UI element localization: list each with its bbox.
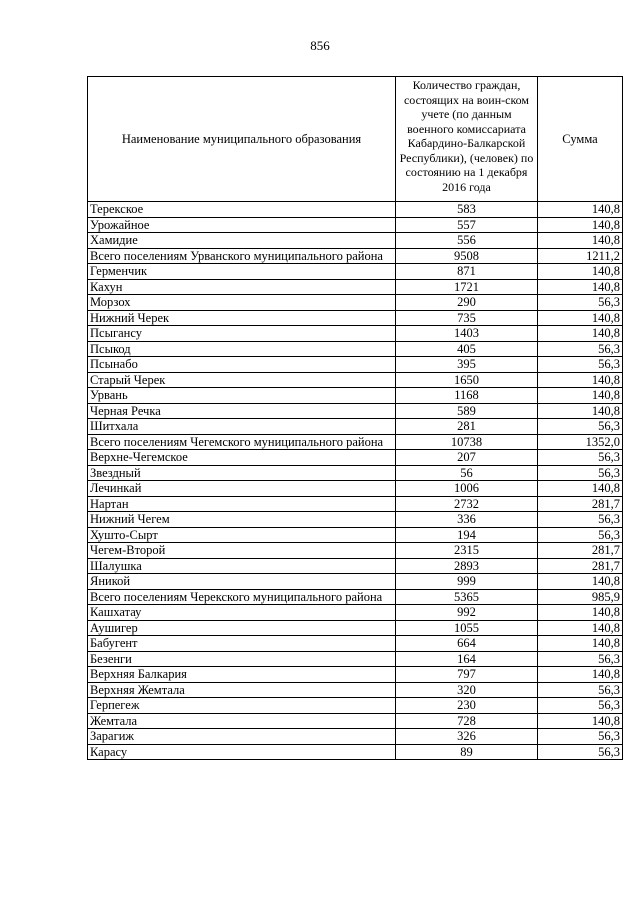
table-row bbox=[88, 713, 623, 729]
cell-name: Жемтала bbox=[88, 713, 396, 729]
cell-sum: 56,3 bbox=[538, 682, 623, 698]
cell-name: Шалушка bbox=[88, 558, 396, 574]
cell-sum: 56,3 bbox=[538, 295, 623, 311]
cell-sum: 140,8 bbox=[538, 217, 623, 233]
cell-name: Черная Речка bbox=[88, 403, 396, 419]
cell-count: 797 bbox=[396, 667, 538, 683]
cell-name: Хамидие bbox=[88, 233, 396, 249]
cell-name: Морзох bbox=[88, 295, 396, 311]
cell-name: Нартан bbox=[88, 496, 396, 512]
cell-sum: 56,3 bbox=[538, 651, 623, 667]
table-row bbox=[88, 496, 623, 512]
table-row bbox=[88, 450, 623, 466]
cell-sum: 140,8 bbox=[538, 667, 623, 683]
cell-name: Всего поселениям Урванского муниципального района bbox=[88, 248, 396, 264]
cell-count: 336 bbox=[396, 512, 538, 528]
cell-sum: 281,7 bbox=[538, 543, 623, 559]
cell-sum: 985,9 bbox=[538, 589, 623, 605]
cell-count: 56 bbox=[396, 465, 538, 481]
cell-name: Лечинкай bbox=[88, 481, 396, 497]
table-row bbox=[88, 233, 623, 249]
cell-sum: 140,8 bbox=[538, 233, 623, 249]
cell-sum: 140,8 bbox=[538, 620, 623, 636]
cell-name: Безенги bbox=[88, 651, 396, 667]
cell-sum: 56,3 bbox=[538, 698, 623, 714]
cell-name: Терекское bbox=[88, 202, 396, 218]
cell-name: Нижний Чегем bbox=[88, 512, 396, 528]
cell-count: 10738 bbox=[396, 434, 538, 450]
cell-sum: 56,3 bbox=[538, 465, 623, 481]
cell-count: 281 bbox=[396, 419, 538, 435]
cell-sum: 140,8 bbox=[538, 388, 623, 404]
cell-sum: 140,8 bbox=[538, 202, 623, 218]
cell-sum: 140,8 bbox=[538, 326, 623, 342]
cell-count: 2732 bbox=[396, 496, 538, 512]
cell-sum: 140,8 bbox=[538, 264, 623, 280]
cell-name: Чегем-Второй bbox=[88, 543, 396, 559]
cell-count: 2315 bbox=[396, 543, 538, 559]
cell-count: 320 bbox=[396, 682, 538, 698]
cell-count: 871 bbox=[396, 264, 538, 280]
table-row bbox=[88, 512, 623, 528]
cell-count: 589 bbox=[396, 403, 538, 419]
table-row bbox=[88, 419, 623, 435]
table-header-row bbox=[88, 77, 623, 202]
cell-sum: 1352,0 bbox=[538, 434, 623, 450]
cell-sum: 140,8 bbox=[538, 574, 623, 590]
table-row bbox=[88, 527, 623, 543]
header-name: Наименование муниципального образования bbox=[88, 77, 396, 202]
cell-name: Верхне-Чегемское bbox=[88, 450, 396, 466]
cell-name: Старый Черек bbox=[88, 372, 396, 388]
cell-name: Карасу bbox=[88, 744, 396, 760]
cell-name: Герменчик bbox=[88, 264, 396, 280]
table-row bbox=[88, 589, 623, 605]
cell-sum: 281,7 bbox=[538, 496, 623, 512]
cell-name: Кашхатау bbox=[88, 605, 396, 621]
cell-count: 1168 bbox=[396, 388, 538, 404]
table-row bbox=[88, 326, 623, 342]
table-row bbox=[88, 357, 623, 373]
cell-name: Яникой bbox=[88, 574, 396, 590]
cell-count: 999 bbox=[396, 574, 538, 590]
table-row bbox=[88, 248, 623, 264]
header-sum: Сумма bbox=[538, 77, 623, 202]
table-row bbox=[88, 744, 623, 760]
cell-sum: 140,8 bbox=[538, 713, 623, 729]
table-row bbox=[88, 372, 623, 388]
page-number: 856 bbox=[310, 38, 330, 53]
cell-name: Всего поселениям Черекского муниципального района bbox=[88, 589, 396, 605]
cell-name: Верхняя Балкария bbox=[88, 667, 396, 683]
cell-name: Верхняя Жемтала bbox=[88, 682, 396, 698]
cell-sum: 56,3 bbox=[538, 419, 623, 435]
table-row bbox=[88, 465, 623, 481]
cell-sum: 56,3 bbox=[538, 744, 623, 760]
cell-count: 664 bbox=[396, 636, 538, 652]
table-row bbox=[88, 698, 623, 714]
cell-count: 207 bbox=[396, 450, 538, 466]
cell-count: 164 bbox=[396, 651, 538, 667]
table-row bbox=[88, 295, 623, 311]
cell-count: 583 bbox=[396, 202, 538, 218]
table-row bbox=[88, 651, 623, 667]
cell-count: 728 bbox=[396, 713, 538, 729]
cell-name: Всего поселениям Чегемского муниципального района bbox=[88, 434, 396, 450]
cell-count: 556 bbox=[396, 233, 538, 249]
cell-count: 395 bbox=[396, 357, 538, 373]
table-row bbox=[88, 202, 623, 218]
cell-name: Хушто-Сырт bbox=[88, 527, 396, 543]
cell-count: 290 bbox=[396, 295, 538, 311]
table-row bbox=[88, 403, 623, 419]
cell-sum: 56,3 bbox=[538, 357, 623, 373]
cell-name: Бабугент bbox=[88, 636, 396, 652]
table-row bbox=[88, 620, 623, 636]
cell-count: 326 bbox=[396, 729, 538, 745]
cell-sum: 140,8 bbox=[538, 636, 623, 652]
cell-name: Зарагиж bbox=[88, 729, 396, 745]
table-row bbox=[88, 264, 623, 280]
table-row bbox=[88, 636, 623, 652]
cell-count: 2893 bbox=[396, 558, 538, 574]
cell-name: Аушигер bbox=[88, 620, 396, 636]
cell-sum: 140,8 bbox=[538, 279, 623, 295]
cell-sum: 56,3 bbox=[538, 512, 623, 528]
cell-count: 194 bbox=[396, 527, 538, 543]
cell-sum: 56,3 bbox=[538, 729, 623, 745]
cell-count: 5365 bbox=[396, 589, 538, 605]
cell-name: Нижний Черек bbox=[88, 310, 396, 326]
table-row bbox=[88, 558, 623, 574]
header-count: Количество граждан, состоящих на воин-ском учете (по данным военного комиссариата Кабардино-Балкарской Республики), (человек) по состоянию на 1 декабря 2016 года bbox=[396, 77, 538, 202]
cell-name: Урожайное bbox=[88, 217, 396, 233]
cell-sum: 140,8 bbox=[538, 481, 623, 497]
cell-sum: 1211,2 bbox=[538, 248, 623, 264]
table-row bbox=[88, 388, 623, 404]
cell-sum: 140,8 bbox=[538, 403, 623, 419]
table-row bbox=[88, 574, 623, 590]
cell-count: 735 bbox=[396, 310, 538, 326]
cell-name: Герпегеж bbox=[88, 698, 396, 714]
cell-name: Звездный bbox=[88, 465, 396, 481]
cell-name: Псыгансу bbox=[88, 326, 396, 342]
cell-sum: 140,8 bbox=[538, 605, 623, 621]
cell-sum: 140,8 bbox=[538, 372, 623, 388]
table-row bbox=[88, 667, 623, 683]
cell-sum: 56,3 bbox=[538, 450, 623, 466]
cell-sum: 56,3 bbox=[538, 341, 623, 357]
cell-name: Псынабо bbox=[88, 357, 396, 373]
cell-name: Кахун bbox=[88, 279, 396, 295]
table-row bbox=[88, 279, 623, 295]
table-row bbox=[88, 682, 623, 698]
table-row bbox=[88, 341, 623, 357]
cell-count: 1721 bbox=[396, 279, 538, 295]
cell-count: 9508 bbox=[396, 248, 538, 264]
cell-name: Урвань bbox=[88, 388, 396, 404]
table-row bbox=[88, 310, 623, 326]
cell-count: 89 bbox=[396, 744, 538, 760]
cell-count: 230 bbox=[396, 698, 538, 714]
cell-count: 1006 bbox=[396, 481, 538, 497]
cell-name: Псыкод bbox=[88, 341, 396, 357]
table-row bbox=[88, 729, 623, 745]
cell-count: 1055 bbox=[396, 620, 538, 636]
cell-count: 557 bbox=[396, 217, 538, 233]
municipality-table bbox=[87, 76, 623, 760]
cell-name: Шитхала bbox=[88, 419, 396, 435]
table-row bbox=[88, 434, 623, 450]
cell-sum: 140,8 bbox=[538, 310, 623, 326]
table-row bbox=[88, 217, 623, 233]
cell-count: 1403 bbox=[396, 326, 538, 342]
cell-sum: 56,3 bbox=[538, 527, 623, 543]
cell-count: 1650 bbox=[396, 372, 538, 388]
cell-count: 405 bbox=[396, 341, 538, 357]
cell-sum: 281,7 bbox=[538, 558, 623, 574]
table-row bbox=[88, 605, 623, 621]
table-row bbox=[88, 543, 623, 559]
table-row bbox=[88, 481, 623, 497]
cell-count: 992 bbox=[396, 605, 538, 621]
